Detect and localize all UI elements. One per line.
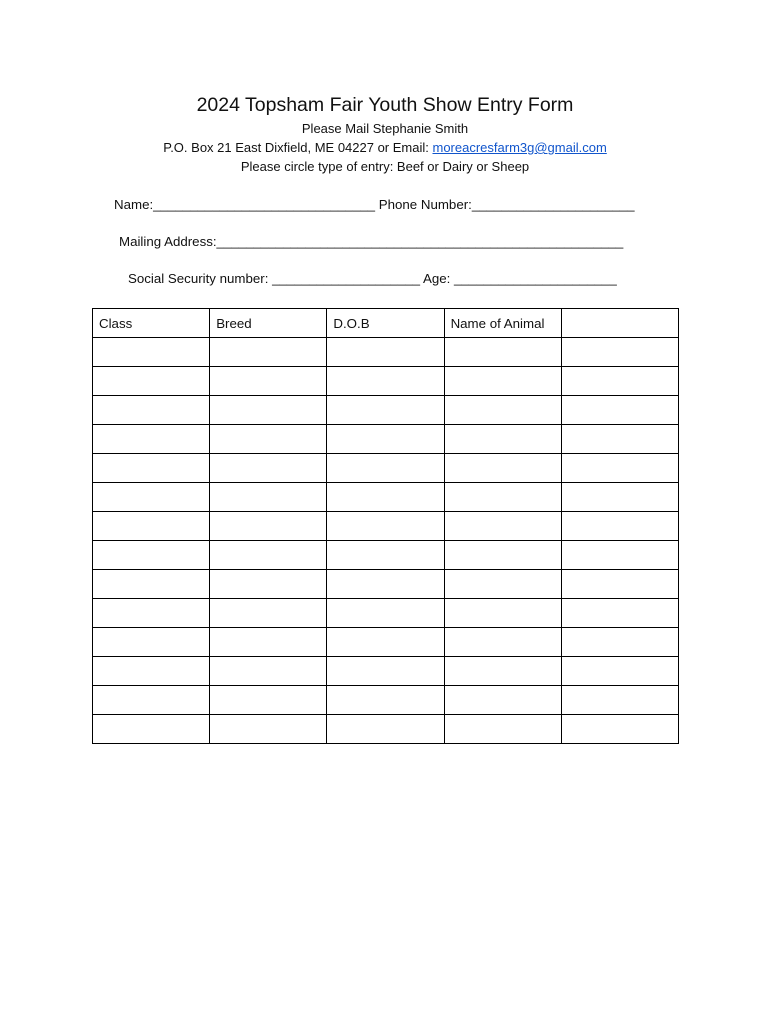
table-cell[interactable] (561, 715, 678, 744)
table-cell[interactable] (444, 367, 561, 396)
table-row (93, 599, 679, 628)
table-row (93, 686, 679, 715)
table-cell[interactable] (210, 454, 327, 483)
mail-to-line: Please Mail Stephanie Smith (301, 121, 469, 136)
table-cell[interactable] (210, 367, 327, 396)
table-cell[interactable] (561, 686, 678, 715)
table-cell[interactable] (444, 396, 561, 425)
table-cell[interactable] (444, 715, 561, 744)
table-cell[interactable] (93, 686, 210, 715)
table-cell[interactable] (93, 657, 210, 686)
table-row (93, 367, 679, 396)
table-cell[interactable] (210, 338, 327, 367)
form-title: 2024 Topsham Fair Youth Show Entry Form (196, 94, 574, 116)
table-cell[interactable] (561, 396, 678, 425)
table-cell[interactable] (444, 541, 561, 570)
table-cell[interactable] (327, 570, 444, 599)
name-phone-field[interactable]: Name:______________________________ Phone Number:______________________ (114, 197, 635, 212)
address-line (0, 139, 770, 157)
table-cell[interactable] (93, 715, 210, 744)
table-row (93, 338, 679, 367)
table-cell[interactable] (444, 425, 561, 454)
entry-instruction: Please circle type of entry: Beef or Dairy or Sheep (240, 159, 530, 174)
table-row (93, 425, 679, 454)
table-cell[interactable] (561, 657, 678, 686)
table-cell[interactable] (327, 396, 444, 425)
table-cell[interactable] (93, 512, 210, 541)
table-cell[interactable] (210, 628, 327, 657)
table-cell[interactable] (561, 599, 678, 628)
table-row (93, 512, 679, 541)
table-cell[interactable] (327, 512, 444, 541)
header-blank (561, 309, 678, 338)
email-link[interactable]: moreacresfarm3g@gmail.com (432, 140, 607, 155)
table-cell[interactable] (93, 367, 210, 396)
table-cell[interactable] (561, 367, 678, 396)
table-cell[interactable] (210, 483, 327, 512)
table-cell[interactable] (210, 570, 327, 599)
table-cell[interactable] (561, 628, 678, 657)
table-row (93, 715, 679, 744)
table-cell[interactable] (327, 599, 444, 628)
table-cell[interactable] (93, 570, 210, 599)
table-cell[interactable] (210, 715, 327, 744)
table-cell[interactable] (327, 628, 444, 657)
table-cell[interactable] (444, 338, 561, 367)
table-cell[interactable] (444, 454, 561, 483)
table-cell[interactable] (327, 425, 444, 454)
table-cell[interactable] (93, 338, 210, 367)
table-cell[interactable] (327, 367, 444, 396)
table-row (93, 570, 679, 599)
table-header-row (93, 309, 679, 338)
table-cell[interactable] (93, 541, 210, 570)
table-cell[interactable] (561, 454, 678, 483)
table-cell[interactable] (561, 338, 678, 367)
table-cell[interactable] (561, 541, 678, 570)
table-cell[interactable] (561, 483, 678, 512)
header-dob: D.O.B (327, 309, 444, 338)
table-row (93, 396, 679, 425)
table-cell[interactable] (210, 512, 327, 541)
table-cell[interactable] (210, 686, 327, 715)
table-cell[interactable] (93, 483, 210, 512)
entry-table-body (93, 338, 679, 744)
table-cell[interactable] (93, 599, 210, 628)
table-cell[interactable] (561, 570, 678, 599)
table-cell[interactable] (93, 425, 210, 454)
address-text: P.O. Box 21 East Dixfield, ME 04227 or Email: (163, 140, 433, 155)
table-cell[interactable] (444, 483, 561, 512)
table-cell[interactable] (210, 657, 327, 686)
header-class: Class (93, 309, 210, 338)
header-breed: Breed (210, 309, 327, 338)
table-cell[interactable] (444, 512, 561, 541)
table-row (93, 541, 679, 570)
table-cell[interactable] (561, 425, 678, 454)
table-row (93, 628, 679, 657)
table-row (93, 657, 679, 686)
table-row (93, 454, 679, 483)
table-cell[interactable] (210, 425, 327, 454)
table-cell[interactable] (561, 512, 678, 541)
table-cell[interactable] (210, 541, 327, 570)
table-cell[interactable] (327, 657, 444, 686)
table-cell[interactable] (327, 483, 444, 512)
entry-table (92, 308, 679, 744)
table-cell[interactable] (210, 396, 327, 425)
table-cell[interactable] (93, 396, 210, 425)
table-row (93, 483, 679, 512)
mailing-address-field[interactable]: Mailing Address:_______________________________________________________ (119, 234, 624, 249)
header-animal-name: Name of Animal (444, 309, 561, 338)
table-cell[interactable] (327, 715, 444, 744)
table-cell[interactable] (444, 686, 561, 715)
table-cell[interactable] (93, 628, 210, 657)
table-cell[interactable] (327, 541, 444, 570)
table-cell[interactable] (444, 570, 561, 599)
table-cell[interactable] (444, 599, 561, 628)
table-cell[interactable] (327, 454, 444, 483)
table-cell[interactable] (327, 338, 444, 367)
ssn-age-field[interactable]: Social Security number: ____________________ Age: ______________________ (128, 271, 617, 286)
table-cell[interactable] (327, 686, 444, 715)
table-cell[interactable] (210, 599, 327, 628)
table-cell[interactable] (93, 454, 210, 483)
table-cell[interactable] (444, 657, 561, 686)
table-cell[interactable] (444, 628, 561, 657)
